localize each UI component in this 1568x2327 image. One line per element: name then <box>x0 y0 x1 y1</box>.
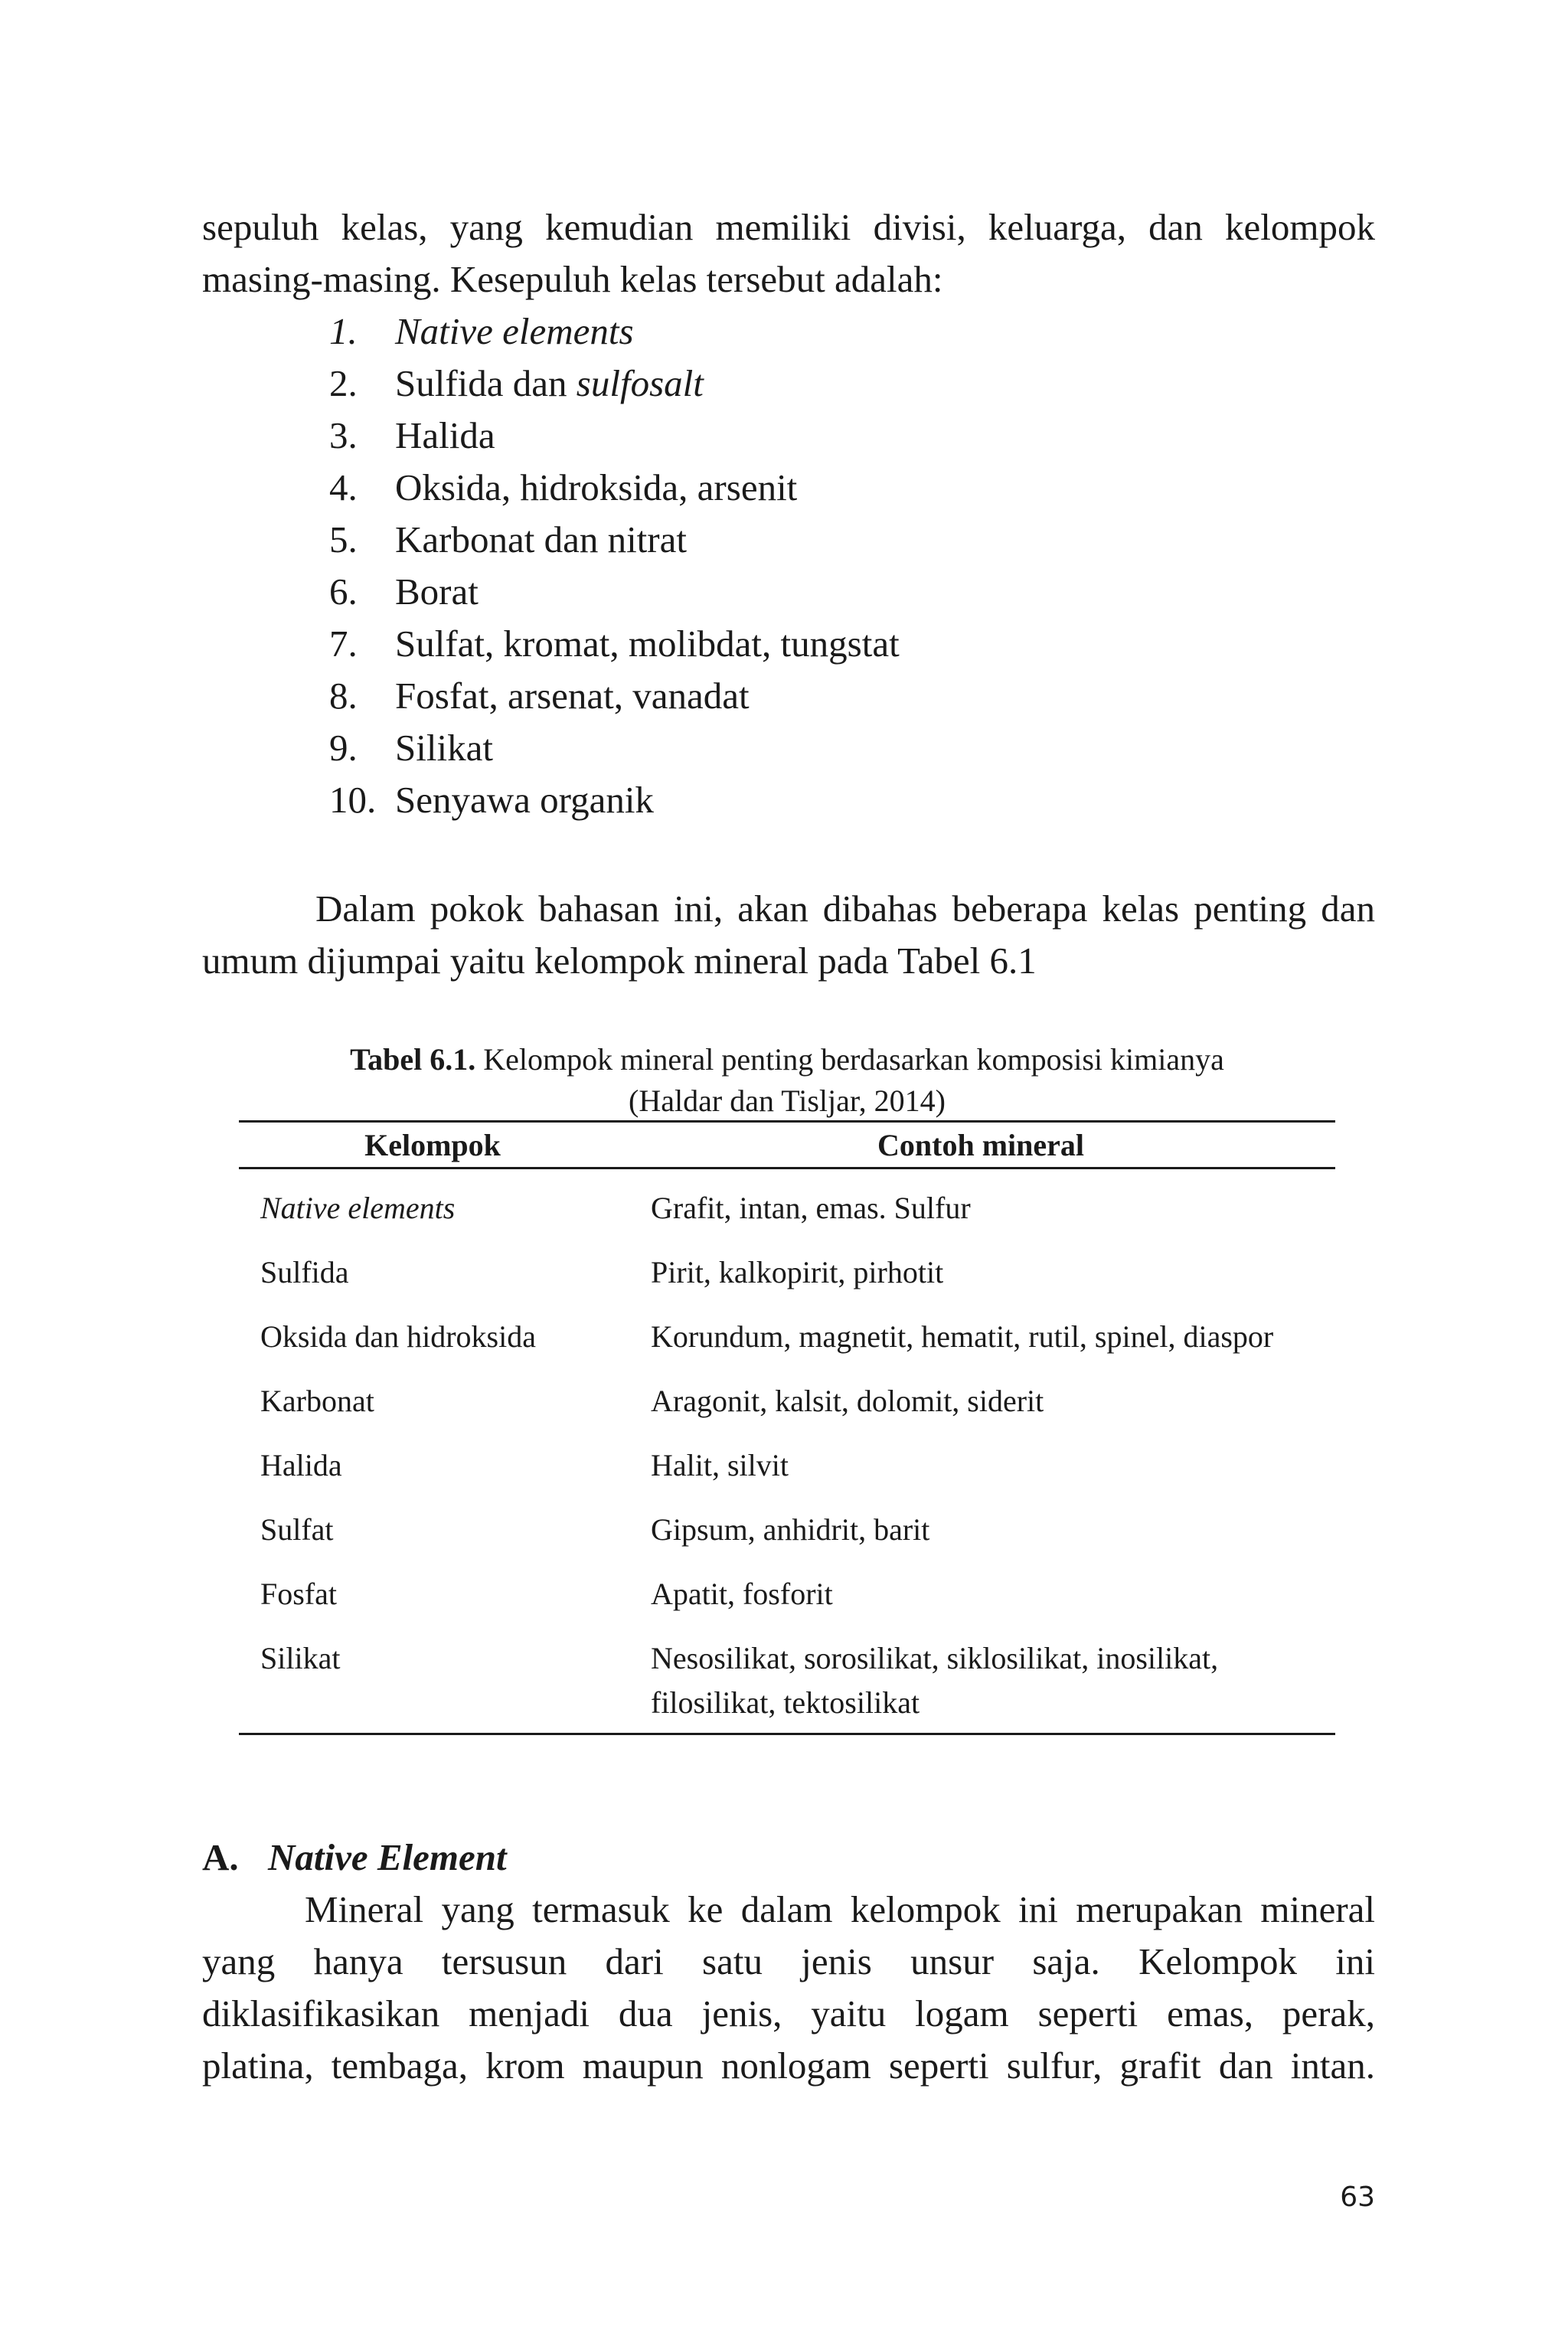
list-item-text: Native elements <box>395 310 634 352</box>
intro-line-2: masing-masing. Kesepuluh kelas tersebut adalah: <box>202 258 943 300</box>
list-item-text-plain: Sulfida dan <box>395 362 577 404</box>
list-item <box>329 306 900 358</box>
table-intro-paragraph <box>202 883 1375 987</box>
table-cell-group: Sulfida <box>260 1255 349 1289</box>
table-row <box>239 1250 1335 1315</box>
table-cell-examples: Aragonit, kalsit, dolomit, siderit <box>651 1384 1044 1418</box>
table-cell-group: Fosfat <box>260 1577 337 1611</box>
table-cell-examples <box>626 1636 1335 1734</box>
list-item-number: 7. <box>329 623 358 665</box>
list-item-number: 1. <box>329 310 358 352</box>
table-cell-examples: Apatit, fosforit <box>651 1577 833 1611</box>
table-cell-group: Karbonat <box>260 1384 374 1418</box>
intro-line-1: sepuluh kelas, yang kemudian memiliki divisi, keluarga, dan kelompok <box>202 206 1375 248</box>
table-cell-examples-line-2: filosilikat, tektosilikat <box>651 1685 920 1720</box>
list-item-number: 10. <box>329 779 377 821</box>
mineral-group-table <box>239 1120 1335 1735</box>
table-cell-group: Native elements <box>260 1191 456 1225</box>
section-paragraph-line: platina, tembaga, krom maupun nonlogam seperti sulfur, grafit dan intan. <box>202 2044 1375 2087</box>
table-row <box>239 1572 1335 1636</box>
intro-paragraph <box>202 201 1375 306</box>
list-item-text: Karbonat dan nitrat <box>395 518 687 561</box>
column-header-kelompok: Kelompok <box>239 1122 626 1168</box>
mineral-class-list <box>329 306 900 826</box>
table-row <box>239 1508 1335 1572</box>
table-row <box>239 1315 1335 1379</box>
list-item-number: 4. <box>329 466 358 508</box>
list-item <box>329 670 900 722</box>
list-item <box>329 514 900 566</box>
list-item <box>329 774 900 826</box>
list-item-text <box>395 358 704 410</box>
list-item <box>329 722 900 774</box>
table-row <box>239 1443 1335 1508</box>
list-item-number: 3. <box>329 414 358 456</box>
table-intro-line-1: Dalam pokok bahasan ini, akan dibahas beberapa kelas penting dan <box>315 887 1375 930</box>
table-cell-examples: Pirit, kalkopirit, pirhotit <box>651 1255 944 1289</box>
column-header-contoh-mineral: Contoh mineral <box>626 1122 1335 1168</box>
list-item <box>329 410 900 462</box>
list-item-number: 8. <box>329 675 358 717</box>
table-row <box>239 1636 1335 1734</box>
table-caption <box>239 1039 1335 1122</box>
list-item-text: Fosfat, arsenat, vanadat <box>395 675 750 717</box>
table-cell-examples: Korundum, magnetit, hematit, rutil, spinel, diaspor <box>651 1319 1274 1354</box>
table-header-row <box>239 1122 1335 1168</box>
list-item-text: Silikat <box>395 727 493 769</box>
table-cell-examples-line-1: Nesosilikat, sorosilikat, siklosilikat, inosilikat, <box>651 1641 1219 1675</box>
section-title: Native Element <box>268 1836 507 1878</box>
table-cell-group: Silikat <box>239 1636 626 1734</box>
table-intro-line-2: umum dijumpai yaitu kelompok mineral pada Tabel 6.1 <box>202 940 1037 982</box>
list-item-text: Borat <box>395 570 479 613</box>
table-caption-line-1 <box>239 1039 1335 1080</box>
list-item <box>329 566 900 618</box>
table-cell-examples: Grafit, intan, emas. Sulfur <box>651 1191 971 1225</box>
section-paragraph-line: yang hanya tersusun dari satu jenis unsur saja. Kelompok ini <box>202 1940 1375 1982</box>
table-caption-source: (Haldar dan Tisljar, 2014) <box>629 1083 946 1118</box>
list-item-text: Halida <box>395 414 495 456</box>
list-item <box>329 618 900 670</box>
table-caption-text: Kelompok mineral penting berdasarkan komposisi kimianya <box>475 1042 1224 1077</box>
table-cell-group: Oksida dan hidroksida <box>260 1319 536 1354</box>
list-item-text: Oksida, hidroksida, arsenit <box>395 466 798 508</box>
table-cell-group: Sulfat <box>260 1512 334 1547</box>
table-cell-examples: Gipsum, anhidrit, barit <box>651 1512 930 1547</box>
table-cell-group: Halida <box>260 1448 342 1482</box>
page-number: 63 <box>1340 2182 1375 2213</box>
table-caption-label: Tabel 6.1. <box>350 1042 476 1077</box>
table-row <box>239 1168 1335 1251</box>
list-item-text-italic: sulfosalt <box>576 362 704 404</box>
list-item-text: Sulfat, kromat, molibdat, tungstat <box>395 623 900 665</box>
section-paragraph <box>202 1884 1375 2092</box>
section-letter: A. <box>202 1836 239 1878</box>
list-item-number: 9. <box>329 727 358 769</box>
list-item-number: 2. <box>329 362 358 404</box>
table-cell-examples: Halit, silvit <box>651 1448 789 1482</box>
section-paragraph-line: Mineral yang termasuk ke dalam kelompok ini merupakan mineral <box>305 1888 1375 1930</box>
list-item-text: Senyawa organik <box>395 779 654 821</box>
section-paragraph-line: diklasifikasikan menjadi dua jenis, yaitu logam seperti emas, perak, <box>202 1992 1375 2034</box>
table-row <box>239 1379 1335 1443</box>
list-item-number: 5. <box>329 518 358 561</box>
list-item <box>329 358 900 410</box>
list-item <box>329 462 900 514</box>
list-item-number: 6. <box>329 570 358 613</box>
section-heading <box>202 1832 507 1884</box>
